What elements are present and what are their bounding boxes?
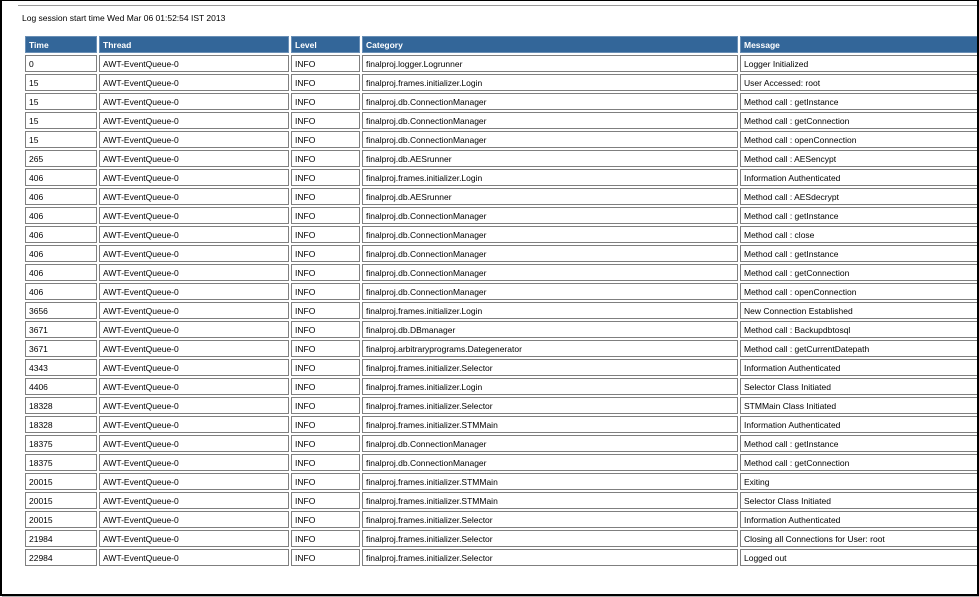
cell-message: Closing all Connections for User: root [740,530,979,547]
cell-thread: AWT-EventQueue-0 [99,454,289,471]
cell-category: finalproj.db.AESrunner [362,150,738,167]
cell-thread: AWT-EventQueue-0 [99,188,289,205]
cell-level: INFO [291,378,360,395]
cell-thread: AWT-EventQueue-0 [99,226,289,243]
cell-thread: AWT-EventQueue-0 [99,112,289,129]
cell-time: 15 [25,93,97,110]
cell-message: Exiting [740,473,979,490]
table-row [25,416,979,433]
cell-message: Information Authenticated [740,511,979,528]
log-table-body [25,55,979,566]
cell-level: INFO [291,112,360,129]
cell-message: Information Authenticated [740,169,979,186]
cell-category: finalproj.frames.initializer.Selector [362,359,738,376]
cell-thread: AWT-EventQueue-0 [99,55,289,72]
cell-category: finalproj.db.ConnectionManager [362,93,738,110]
table-row [25,112,979,129]
cell-category: finalproj.db.ConnectionManager [362,245,738,262]
table-row [25,169,979,186]
table-row [25,131,979,148]
table-row [25,245,979,262]
cell-thread: AWT-EventQueue-0 [99,131,289,148]
table-row [25,264,979,281]
cell-time: 4406 [25,378,97,395]
cell-category: finalproj.db.DBmanager [362,321,738,338]
cell-thread: AWT-EventQueue-0 [99,321,289,338]
cell-category: finalproj.frames.initializer.Login [362,302,738,319]
cell-thread: AWT-EventQueue-0 [99,264,289,281]
cell-category: finalproj.frames.initializer.Selector [362,530,738,547]
cell-message: Method call : getConnection [740,112,979,129]
table-row [25,207,979,224]
cell-time: 3671 [25,340,97,357]
cell-time: 406 [25,226,97,243]
cell-message: Method call : Backupdbtosql [740,321,979,338]
cell-message: Method call : close [740,226,979,243]
cell-thread: AWT-EventQueue-0 [99,207,289,224]
cell-thread: AWT-EventQueue-0 [99,340,289,357]
cell-time: 15 [25,112,97,129]
cell-level: INFO [291,530,360,547]
cell-thread: AWT-EventQueue-0 [99,492,289,509]
cell-time: 15 [25,74,97,91]
cell-time: 20015 [25,492,97,509]
table-row [25,492,979,509]
cell-message: Selector Class Initiated [740,492,979,509]
cell-time: 21984 [25,530,97,547]
cell-level: INFO [291,169,360,186]
cell-category: finalproj.frames.initializer.Selector [362,511,738,528]
column-header-level: Level [291,36,360,53]
table-row [25,359,979,376]
table-row [25,150,979,167]
cell-category: finalproj.db.ConnectionManager [362,264,738,281]
cell-level: INFO [291,245,360,262]
cell-thread: AWT-EventQueue-0 [99,378,289,395]
cell-thread: AWT-EventQueue-0 [99,549,289,566]
cell-message: Method call : getCurrentDatepath [740,340,979,357]
table-row [25,397,979,414]
cell-level: INFO [291,207,360,224]
cell-message: Method call : getConnection [740,264,979,281]
cell-message: Information Authenticated [740,359,979,376]
table-row [25,549,979,566]
cell-level: INFO [291,511,360,528]
cell-category: finalproj.frames.initializer.Selector [362,397,738,414]
table-row [25,340,979,357]
cell-category: finalproj.db.ConnectionManager [362,226,738,243]
cell-time: 18328 [25,416,97,433]
cell-category: finalproj.frames.initializer.Login [362,74,738,91]
cell-level: INFO [291,454,360,471]
cell-thread: AWT-EventQueue-0 [99,435,289,452]
cell-level: INFO [291,340,360,357]
column-header-message: Message [740,36,979,53]
session-start-text: Log session start time Wed Mar 06 01:52:54 IST 2013 [22,13,226,23]
table-row [25,74,979,91]
table-row [25,93,979,110]
column-header-time: Time [25,36,97,53]
cell-level: INFO [291,492,360,509]
cell-message: Method call : getInstance [740,93,979,110]
table-row [25,226,979,243]
cell-time: 406 [25,169,97,186]
cell-message: Logged out [740,549,979,566]
cell-time: 4343 [25,359,97,376]
cell-time: 0 [25,55,97,72]
table-row [25,454,979,471]
cell-thread: AWT-EventQueue-0 [99,150,289,167]
cell-level: INFO [291,302,360,319]
cell-message: Method call : AESencypt [740,150,979,167]
cell-message: Method call : AESdecrypt [740,188,979,205]
cell-message: User Accessed: root [740,74,979,91]
cell-category: finalproj.db.ConnectionManager [362,283,738,300]
cell-category: finalproj.db.ConnectionManager [362,131,738,148]
cell-time: 15 [25,131,97,148]
cell-message: Method call : getConnection [740,454,979,471]
table-row [25,378,979,395]
table-row [25,511,979,528]
cell-category: finalproj.db.ConnectionManager [362,207,738,224]
cell-thread: AWT-EventQueue-0 [99,245,289,262]
cell-level: INFO [291,321,360,338]
cell-time: 20015 [25,511,97,528]
cell-category: finalproj.db.AESrunner [362,188,738,205]
cell-level: INFO [291,549,360,566]
table-row [25,530,979,547]
cell-message: Method call : getInstance [740,245,979,262]
cell-level: INFO [291,131,360,148]
cell-time: 18375 [25,435,97,452]
cell-level: INFO [291,55,360,72]
cell-time: 20015 [25,473,97,490]
top-divider [18,5,977,6]
cell-level: INFO [291,435,360,452]
cell-level: INFO [291,283,360,300]
cell-time: 406 [25,245,97,262]
cell-level: INFO [291,226,360,243]
cell-level: INFO [291,150,360,167]
cell-message: Logger Initialized [740,55,979,72]
cell-time: 406 [25,283,97,300]
table-row [25,473,979,490]
cell-message: Selector Class Initiated [740,378,979,395]
column-header-category: Category [362,36,738,53]
cell-thread: AWT-EventQueue-0 [99,283,289,300]
cell-thread: AWT-EventQueue-0 [99,74,289,91]
cell-category: finalproj.db.ConnectionManager [362,454,738,471]
cell-level: INFO [291,473,360,490]
cell-time: 22984 [25,549,97,566]
cell-thread: AWT-EventQueue-0 [99,169,289,186]
cell-message: Method call : openConnection [740,131,979,148]
cell-time: 18328 [25,397,97,414]
table-row [25,188,979,205]
table-row [25,302,979,319]
cell-category: finalproj.frames.initializer.STMMain [362,473,738,490]
cell-time: 18375 [25,454,97,471]
cell-time: 3656 [25,302,97,319]
cell-message: New Connection Established [740,302,979,319]
cell-category: finalproj.frames.initializer.STMMain [362,492,738,509]
cell-category: finalproj.db.ConnectionManager [362,112,738,129]
cell-category: finalproj.frames.initializer.Login [362,169,738,186]
cell-time: 265 [25,150,97,167]
cell-category: finalproj.frames.initializer.STMMain [362,416,738,433]
table-header-row [25,36,979,53]
cell-category: finalproj.frames.initializer.Login [362,378,738,395]
cell-category: finalproj.db.ConnectionManager [362,435,738,452]
cell-category: finalproj.arbitraryprograms.Dategenerator [362,340,738,357]
log-table [23,34,979,568]
cell-thread: AWT-EventQueue-0 [99,473,289,490]
cell-time: 406 [25,207,97,224]
cell-level: INFO [291,188,360,205]
table-row [25,55,979,72]
cell-message: Method call : getInstance [740,435,979,452]
cell-level: INFO [291,74,360,91]
table-row [25,435,979,452]
cell-category: finalproj.logger.Logrunner [362,55,738,72]
cell-category: finalproj.frames.initializer.Selector [362,549,738,566]
cell-thread: AWT-EventQueue-0 [99,530,289,547]
cell-message: Method call : getInstance [740,207,979,224]
table-row [25,321,979,338]
cell-thread: AWT-EventQueue-0 [99,416,289,433]
cell-level: INFO [291,264,360,281]
cell-thread: AWT-EventQueue-0 [99,93,289,110]
column-header-thread: Thread [99,36,289,53]
cell-message: STMMain Class Initiated [740,397,979,414]
cell-time: 406 [25,264,97,281]
cell-thread: AWT-EventQueue-0 [99,511,289,528]
cell-time: 406 [25,188,97,205]
cell-time: 3671 [25,321,97,338]
table-row [25,283,979,300]
cell-level: INFO [291,359,360,376]
cell-level: INFO [291,416,360,433]
cell-level: INFO [291,397,360,414]
cell-message: Method call : openConnection [740,283,979,300]
cell-level: INFO [291,93,360,110]
cell-thread: AWT-EventQueue-0 [99,359,289,376]
cell-thread: AWT-EventQueue-0 [99,397,289,414]
cell-message: Information Authenticated [740,416,979,433]
cell-thread: AWT-EventQueue-0 [99,302,289,319]
